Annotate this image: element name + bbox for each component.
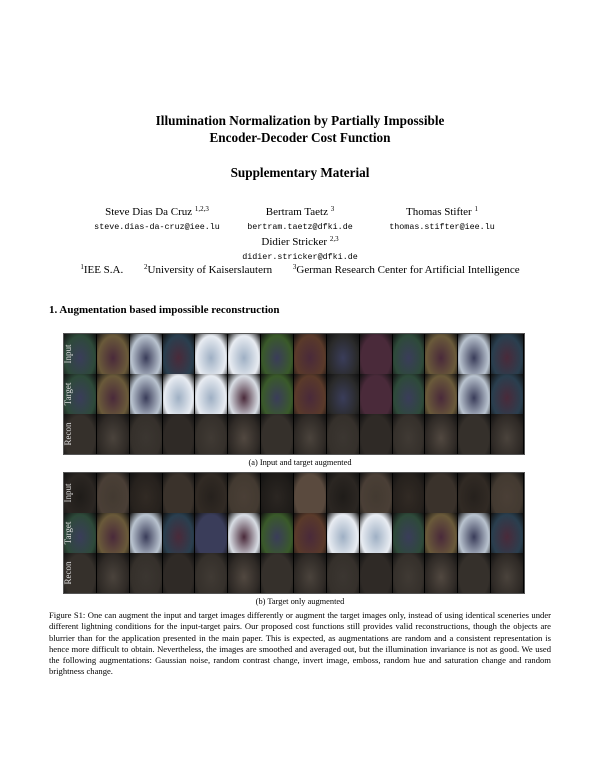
image-thumbnail (458, 513, 491, 553)
figure-b-row-input (64, 473, 524, 513)
affil-name: University of Kaiserslautern (147, 264, 273, 276)
image-thumbnail (163, 374, 196, 414)
image-thumbnail (294, 553, 327, 593)
author-email[interactable]: steve.dias-da-cruz@iee.lu (94, 222, 220, 232)
row-label: Input (63, 483, 73, 503)
image-thumbnail (261, 414, 294, 454)
image-thumbnail (327, 553, 360, 593)
image-thumbnail (491, 473, 524, 513)
row-label: Input (63, 344, 73, 364)
section-heading: 1. Augmentation based impossible reconstruction (49, 304, 280, 316)
affil-sup: 2 (144, 263, 148, 271)
author-affil-sup: 2,3 (329, 235, 339, 243)
image-thumbnail (294, 473, 327, 513)
image-thumbnail (97, 473, 130, 513)
author-email[interactable]: bertram.taetz@dfki.de (247, 222, 353, 232)
image-thumbnail (294, 414, 327, 454)
image-thumbnail (228, 334, 261, 374)
image-thumbnail (261, 334, 294, 374)
image-thumbnail (261, 513, 294, 553)
image-thumbnail (195, 334, 228, 374)
image-thumbnail (130, 414, 163, 454)
figure-a-row-input (64, 334, 524, 374)
image-thumbnail (393, 473, 426, 513)
affil-name: German Research Center for Artificial Intelligence (296, 264, 520, 276)
image-thumbnail (327, 374, 360, 414)
author-name: Thomas Stifter (406, 206, 472, 218)
image-thumbnail (491, 414, 524, 454)
author-affil-sup: 1 (474, 205, 478, 213)
image-thumbnail (458, 553, 491, 593)
image-thumbnail (425, 334, 458, 374)
image-thumbnail (360, 473, 393, 513)
figure-caption: Figure S1: One can augment the input and target images differently or augment the target images only, instead of using identical sceneries under different lightning conditions for the input-target pairs. Our proposed cost functions still provides valid reconstructions, though the objects are blurrier than for the application presented in the main paper. This is expected, as augmentations are random and a consistent representation is hence more difficult to obtain. Nevertheless, the images are smoothed and averaged out, but the illumination invariance is not as good. We used the following augmentations: Gaussian noise, random contrast change, invert image, emboss, random hue and saturation change and random brightness change. (49, 610, 551, 677)
image-thumbnail (393, 513, 426, 553)
author-block-4 (225, 236, 375, 262)
image-thumbnail (261, 553, 294, 593)
row-label: Recon (63, 561, 73, 585)
image-thumbnail (458, 473, 491, 513)
figure-a-row-target (64, 374, 524, 414)
affil-sup: 3 (292, 263, 297, 271)
image-thumbnail (491, 553, 524, 593)
author-affil-sup: 3 (330, 205, 335, 213)
image-thumbnail (458, 414, 491, 454)
figure-b-image-grid (63, 472, 525, 594)
image-thumbnail (261, 374, 294, 414)
figure-b-row-recon (64, 553, 524, 593)
image-thumbnail (425, 473, 458, 513)
image-thumbnail (130, 553, 163, 593)
image-thumbnail (163, 334, 196, 374)
image-thumbnail (130, 473, 163, 513)
image-thumbnail (228, 553, 261, 593)
image-thumbnail (360, 414, 393, 454)
subcaption-a: (a) Input and target augmented (248, 458, 352, 467)
image-thumbnail (130, 513, 163, 553)
image-thumbnail (228, 513, 261, 553)
author-name: Didier Stricker (261, 236, 328, 248)
image-thumbnail (130, 374, 163, 414)
subcaption-b: (b) Target only augmented (255, 597, 345, 606)
image-thumbnail (294, 334, 327, 374)
image-thumbnail (228, 414, 261, 454)
image-thumbnail (228, 374, 261, 414)
image-thumbnail (393, 414, 426, 454)
title-line-2: Encoder-Decoder Cost Function (209, 130, 391, 145)
image-thumbnail (294, 513, 327, 553)
image-thumbnail (195, 374, 228, 414)
image-thumbnail (425, 374, 458, 414)
author-block-3 (377, 206, 507, 232)
image-thumbnail (327, 414, 360, 454)
image-thumbnail (97, 513, 130, 553)
figure-a-row-recon (64, 414, 524, 454)
image-thumbnail (195, 414, 228, 454)
author-name: Steve Dias Da Cruz (105, 206, 193, 218)
image-thumbnail (163, 414, 196, 454)
image-thumbnail (425, 414, 458, 454)
image-thumbnail (228, 473, 261, 513)
image-thumbnail (195, 513, 228, 553)
author-email[interactable]: thomas.stifter@iee.lu (389, 222, 495, 232)
image-thumbnail (195, 553, 228, 593)
row-label: Recon (63, 422, 73, 446)
image-thumbnail (97, 414, 130, 454)
image-thumbnail (491, 513, 524, 553)
image-thumbnail (97, 334, 130, 374)
author-block-2 (237, 206, 363, 232)
author-block-1 (82, 206, 232, 232)
affil-sup: 1 (80, 263, 84, 271)
image-thumbnail (163, 473, 196, 513)
image-thumbnail (491, 334, 524, 374)
author-email[interactable]: didier.stricker@dfki.de (242, 252, 358, 262)
paper-title (0, 112, 600, 146)
image-thumbnail (261, 473, 294, 513)
image-thumbnail (491, 374, 524, 414)
image-thumbnail (327, 334, 360, 374)
image-thumbnail (130, 334, 163, 374)
row-label: Target (63, 382, 73, 406)
image-thumbnail (360, 513, 393, 553)
image-thumbnail (425, 513, 458, 553)
image-thumbnail (458, 334, 491, 374)
image-thumbnail (360, 374, 393, 414)
image-thumbnail (393, 334, 426, 374)
image-thumbnail (360, 553, 393, 593)
subtitle: Supplementary Material (230, 165, 370, 180)
image-thumbnail (97, 553, 130, 593)
figure-b-row-target (64, 513, 524, 553)
author-name: Bertram Taetz (265, 206, 328, 218)
image-thumbnail (163, 513, 196, 553)
image-thumbnail (425, 553, 458, 593)
image-thumbnail (163, 553, 196, 593)
image-thumbnail (393, 374, 426, 414)
image-thumbnail (294, 374, 327, 414)
image-thumbnail (327, 473, 360, 513)
image-thumbnail (458, 374, 491, 414)
image-thumbnail (327, 513, 360, 553)
image-thumbnail (393, 553, 426, 593)
image-thumbnail (360, 334, 393, 374)
affiliations (0, 264, 600, 276)
row-label: Target (63, 521, 73, 545)
figure-a-image-grid (63, 333, 525, 455)
affil-name: IEE S.A. (83, 264, 124, 276)
image-thumbnail (97, 374, 130, 414)
title-line-1: Illumination Normalization by Partially Impossible (155, 113, 445, 128)
author-affil-sup: 1,2,3 (194, 205, 209, 213)
image-thumbnail (195, 473, 228, 513)
